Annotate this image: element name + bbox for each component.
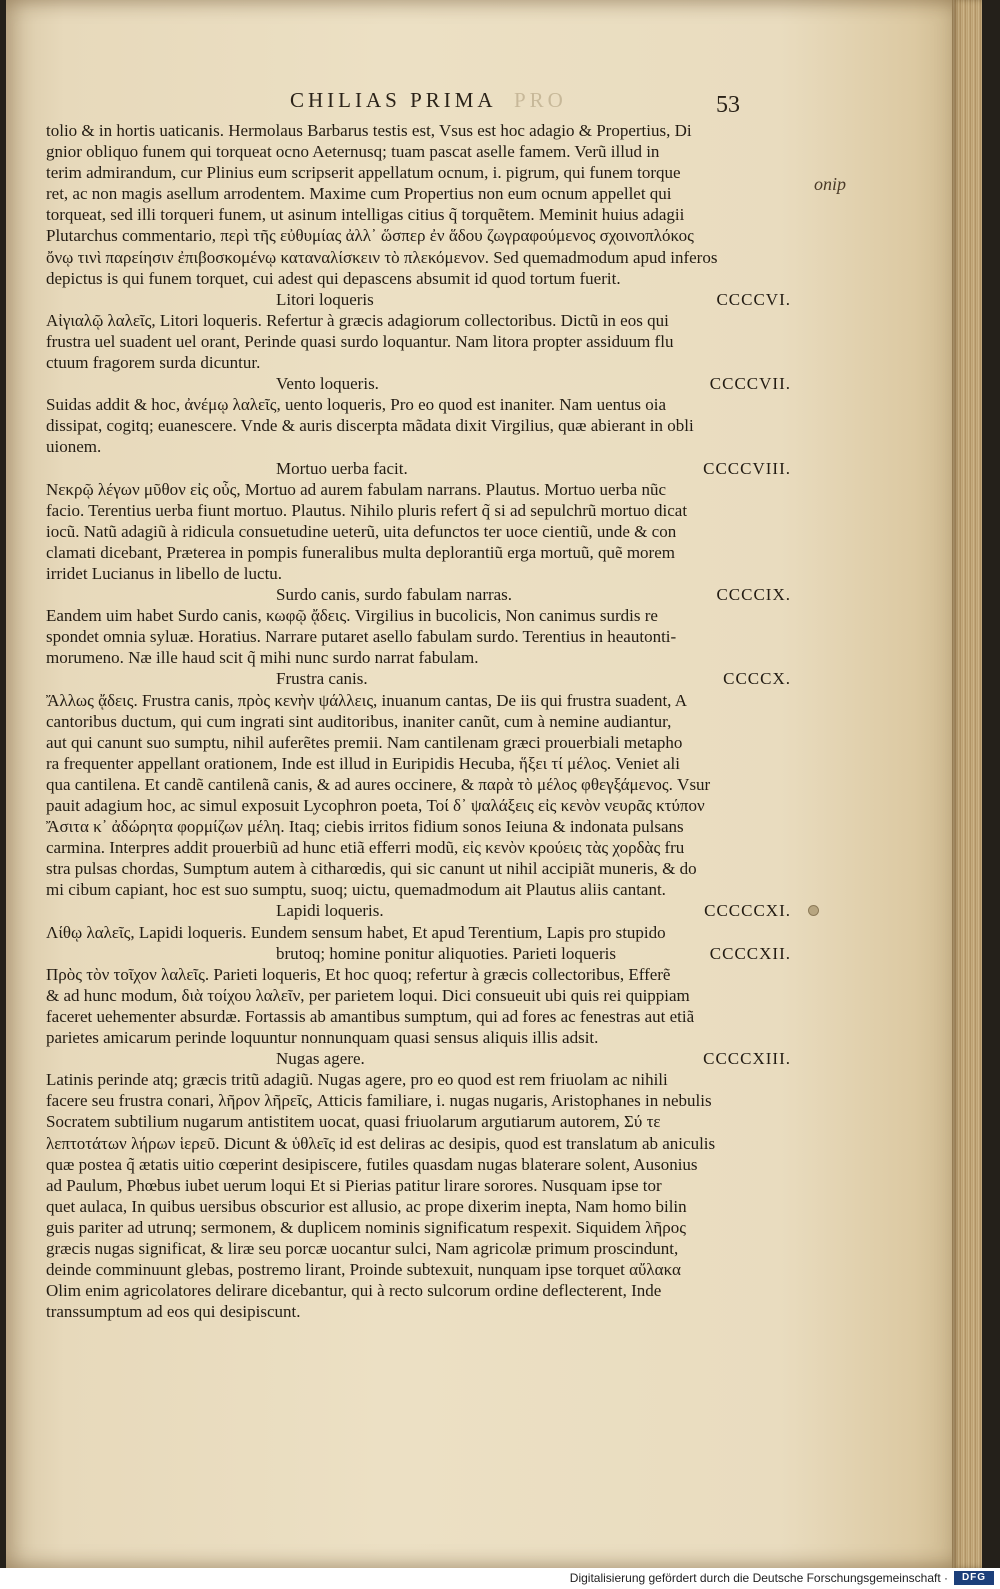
adage-number: CCCCXII.: [709, 943, 791, 963]
adage-number: CCCCVII.: [709, 374, 791, 394]
text-line: carmina. Interpres addit prouerbiũ ad hunc etiã efferri modũ, εἰς κενὸν κρούεις τὰς χορδὰς fru: [46, 838, 685, 858]
dfg-logo: DFG: [954, 1571, 994, 1585]
adage-heading: [46, 1048, 791, 1069]
text-line: gnior obliquo funem qui torqueat ocno Aeternusq; tuam pascat aselle famem. Verũ illud in: [46, 142, 660, 162]
text-line: parietes amicarum perinde loquuntur nonnunquam quasi sensus aliquis illis adsit.: [46, 1028, 599, 1048]
marginal-annotation: onip: [814, 174, 847, 194]
text-line: mi cibum capiant, hoc est suo sumptu, suoq; uictu, quemadmodum ait Plautus aliis cantant.: [46, 880, 666, 900]
adage-heading: [46, 373, 791, 394]
text-line: dissipat, cogitq; euanescere. Vnde & auris discerpta mãdata dixit Virgilius, quæ abierant in obli: [46, 416, 694, 436]
margin-mark: [808, 905, 819, 916]
adage-heading: [46, 458, 791, 479]
text-line: Νεκρῷ λέγων μῦθον εἰς οὖς, Mortuo ad aurem fabulam narrans. Plautus. Mortuo uerba nũc: [46, 479, 666, 499]
text-line: torqueat, sed illi torqueri funem, ut asinum intelligas citius q̃ torquẽtem. Meminit huius adagii: [46, 205, 685, 225]
text-line: quet aulaca, In quibus uersibus obscurior est allusio, ac prope dixerim inepta, Nam homo bilin: [46, 1196, 687, 1216]
text-line: stra pulsas chordas, Sumptum autem à citharœdis, qui sic canunt ut nihil accipiãt muneris, & do: [46, 859, 697, 879]
adage-title: Vento loqueris.: [276, 374, 379, 394]
text-line: Suidas addit & hoc, ἀνέμῳ λαλεῖς, uento loqueris, Pro eo quod est inaniter. Nam uentus oia: [46, 395, 666, 415]
text-line: Olim enim agricolatores delirare dicebantur, qui à recto sulcorum ordine deflecterent, Inde: [46, 1281, 662, 1301]
text-line: ὄνῳ τινὶ παρείησιν ἐπιβοσκομένῳ καταναλίσκειν τὸ πλεκόμενον. Sed quemadmodum apud inferos: [46, 247, 718, 267]
text-line: græcis nugas significat, & liræ seu porcæ uocantur sulci, Nam agricolæ primum proscindunt,: [46, 1238, 679, 1258]
text-line: Ἄλλως ᾄδεις. Frustra canis, πρὸς κενὴν ψάλλεις, inuanum cantas, De iis qui frustra suadent, A: [46, 690, 688, 710]
adage-title: Frustra canis.: [276, 669, 368, 689]
text-line: clamati dicebant, Præterea in pompis funeralibus multa deplorantiũ erga mortuũ, quẽ morem: [46, 542, 675, 562]
text-line: deinde comminuunt glebas, postremo lirant, Proinde subtexuit, nunquam ipse torquet αὔλακα: [46, 1260, 681, 1280]
text-line: qua cantilena. Et candẽ cantilenã canis, & ad aures occinere, & παρὰ τὸ μέλος φθεγξάμενος. Vsur: [46, 774, 711, 794]
adage-number: CCCCVI.: [716, 289, 791, 309]
digitization-footer: [0, 1568, 1000, 1589]
text-line: aut qui canunt suo sumptu, nihil auferẽtes premii. Nam cantilenam græci prouerbiali metapho: [46, 732, 683, 752]
text-line: λεπτοτάτων λήρων ἱερεῦ. Dicunt & ὑθλεῖς id est deliras ac desipis, quod est translatum ab aniculis: [46, 1133, 716, 1153]
text-line: faceret uehementer absurdæ. Fortassis ab amantibus sumptum, qui ad fores ac fenestras aut etiã: [46, 1006, 695, 1026]
text-line: irridet Lucianus in libello de luctu.: [46, 563, 283, 583]
adage-title: Nugas agere.: [276, 1049, 365, 1069]
text-line: ret, ac non magis asellum arrodentem. Maxime cum Propertius non eum ocnum appellet qui: [46, 184, 672, 204]
text-line: transsumptum ad eos qui desipiscunt.: [46, 1302, 301, 1322]
adage-number: CCCCX.: [723, 669, 791, 689]
adage-heading: [46, 584, 791, 605]
text-line: & ad hunc modum, διὰ τοίχου λαλεῖν, per parietem loqui. Dici consueuit ubi quis rei quippiam: [46, 985, 690, 1005]
body-text: [46, 120, 791, 1322]
adage-title: Mortuo uerba facit.: [276, 458, 408, 478]
text-line: uionem.: [46, 437, 102, 457]
adage-number: CCCCVIII.: [703, 458, 791, 478]
text-line: guis pariter ad utrunq; sermonem, & duplicem nominis significatum respexit. Siquidem λῆρος: [46, 1217, 686, 1237]
text-line: Λίθῳ λαλεῖς, Lapidi loqueris. Eundem sensum habet, Et apud Terentium, Lapis pro stupido: [46, 922, 666, 942]
adage-number: CCCCIX.: [716, 585, 791, 605]
text-line: quæ postea q̃ ætatis uitio cœperint desipiscere, futiles quasdam nugas blaterare solent, Ausonius: [46, 1154, 698, 1174]
text-line: cantoribus ductum, qui cum ingrati sint auditoribus, inaniter canũt, cum à nemine audiantur,: [46, 711, 672, 731]
adage-title: Litori loqueris: [276, 289, 374, 309]
adage-title: Surdo canis, surdo fabulam narras.: [276, 585, 513, 605]
text-line: spondet omnia syluæ. Horatius. Narrare putaret asello fabulam surdo. Terentius in heautonti-: [46, 627, 677, 647]
adage-heading: [46, 943, 791, 964]
fore-edge: [952, 0, 982, 1568]
adage-title: brutoq; homine ponitur aliquoties. Parieti loqueris: [276, 943, 616, 963]
folio-number: 53: [716, 92, 740, 118]
adage-heading: [46, 900, 791, 921]
text-line: pauit adagium hoc, ac simul exposuit Lycophron poeta, Τοί δ᾽ ψαλάξεις εἰς κενὸν νευρᾶς κτύπον: [46, 796, 705, 815]
show-through-text: PRO: [514, 88, 567, 112]
adage-heading: [46, 289, 791, 310]
text-line: Socratem subtilium nugarum antistitem uocat, quasi friuolarum argutiarum autorem, Σύ τε: [46, 1112, 661, 1132]
adage-heading: [46, 668, 791, 689]
footer-credit: Digitalisierung gefördert durch die Deutsche Forschungsgemeinschaft ·: [569, 1571, 948, 1585]
text-line: iocũ. Natũ adagiũ à ridicula consuetudine ueterũ, uita defunctos ter uoce cientiũ, unde & con: [46, 521, 677, 541]
adage-title: Lapidi loqueris.: [276, 901, 384, 921]
text-line: Plutarchus commentario, περὶ τῆς εὐθυμίας ἀλλ᾽ ὥσπερ ἐν ἅδου ζωγραφούμενος σχοινοπλόκος: [46, 226, 694, 246]
book-page: [6, 0, 972, 1568]
adage-number: CCCCXIII.: [703, 1049, 791, 1069]
text-line: Latinis perinde atq; græcis tritũ adagiũ. Nugas agere, pro eo quod est rem friuolam ac nihili: [46, 1070, 668, 1090]
text-line: facio. Terentius uerba fiunt mortuo. Plautus. Nihilo pluris refert q̃ si ad sepulchrũ mortuo dicat: [46, 500, 688, 520]
text-line: ad Paulum, Phœbus iubet uerum loqui Et si Pierias patitur lirare sorores. Nusquam ipse tor: [46, 1175, 662, 1195]
adage-number: CCCCCXI.: [704, 901, 791, 921]
text-line: terim admirandum, cur Plinius eum scripserit appellatum ocnum, i. pigrum, qui funem torque: [46, 163, 681, 183]
text-line: Πρὸς τὸν τοῖχον λαλεῖς. Parieti loqueris, Et hoc quoq; refertur à græcis collectoribus, Efferẽ: [46, 964, 671, 984]
text-line: depictus is qui funem torquet, cui adest qui depascens absumit id quod tortum fuerit.: [46, 268, 621, 288]
text-line: Ἄσιτα κ᾽ ἀδώρητα φορμίζων μέλη. Itaq; ciebis irritos fidium sonos Ieiuna & indonata pulsans: [46, 817, 684, 837]
text-line: morumeno. Næ ille haud scit q̃ mihi nunc surdo narrat fabulam.: [46, 648, 479, 668]
text-line: tolio & in hortis uaticanis. Hermolaus Barbarus testis est, Vsus est hoc adagio & Propertius, Di: [46, 121, 692, 140]
text-line: ra frequenter appellant orationem, Inde est illud in Euripidis Hecuba, ἥξει τί μέλος. Veniet ali: [46, 753, 680, 773]
running-head-title: CHILIAS PRIMA: [290, 88, 497, 112]
text-line: Eandem uim habet Surdo canis, κωφῷ ᾄδεις. Virgilius in bucolicis, Non canimus surdis re: [46, 606, 658, 626]
text-line: facere seu frustra conari, λῆρον λῆρεῖς, Atticis familiare, i. nugas nugaris, Aristophanes in nebulis: [46, 1091, 712, 1111]
text-line: Αἰγιαλῷ λαλεῖς, Litori loqueris. Refertur à græcis adagiorum collectoribus. Dictũ in eos qui: [46, 310, 669, 330]
text-line: frustra uel suadent uel orant, Perinde quasi surdo loquantur. Nam litora propter assiduum flu: [46, 331, 674, 351]
text-line: ctuum fragorem surda dicuntur.: [46, 353, 261, 373]
